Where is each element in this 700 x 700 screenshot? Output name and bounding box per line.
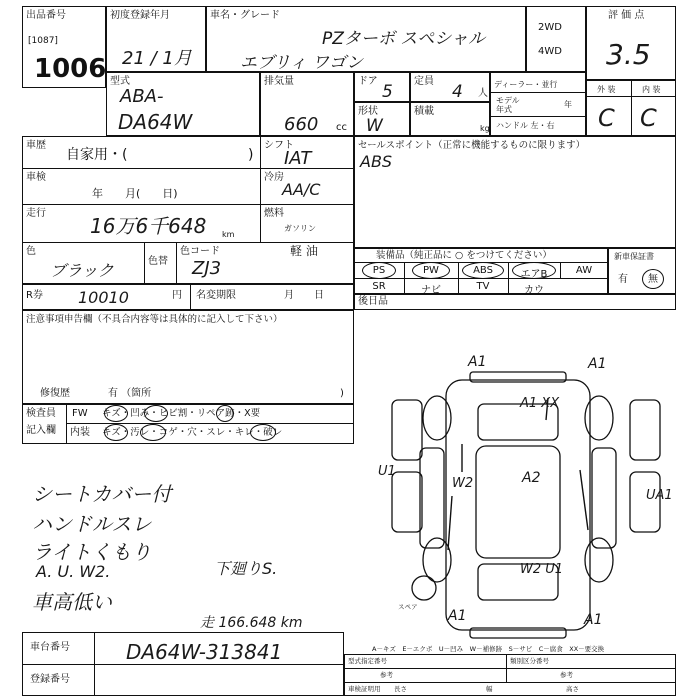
width-label: 幅	[486, 685, 493, 693]
mileage-note: 走 166.648 km	[200, 615, 303, 631]
side-note: 下廻りS.	[214, 559, 278, 578]
mark-w2-u1-rear: W2 U1	[520, 562, 564, 577]
reg-number-label: 登録番号	[30, 674, 70, 685]
shape-value: W	[366, 116, 383, 136]
shift-label: シフト	[264, 140, 294, 151]
year-unit: 年	[564, 100, 572, 109]
note-line-4: A. U. W2.	[36, 562, 111, 581]
equip-aw: AW	[575, 265, 593, 276]
repair-close: )	[340, 388, 344, 399]
first-reg-label: 初度登録年月	[110, 10, 170, 21]
model-year-label: モデル	[496, 96, 520, 105]
color-code-value: ZJ3	[192, 258, 222, 279]
grade-value: PZターボ スペシャル	[322, 29, 485, 49]
cc-unit: cc	[336, 122, 347, 133]
int-label: 内装	[70, 427, 90, 438]
car-outline	[392, 372, 660, 638]
equip-sr: SR	[372, 281, 386, 292]
rear-items-label: 後日品	[358, 296, 388, 307]
equip-ps: PS	[372, 265, 386, 276]
equipment-label: 装備品（純正品に ○ をつけてください）	[376, 250, 552, 261]
reg-cert-label: 車検証明用	[348, 685, 381, 693]
first-reg-value: 21 / 1月	[122, 48, 192, 69]
km-unit: km	[222, 230, 235, 239]
mark-w2-left: W2	[452, 476, 474, 491]
recycle-value: 10010	[78, 288, 129, 307]
mark-a1-top-left: A1	[468, 354, 487, 370]
spare-label: スペア	[398, 603, 418, 611]
chassis-label: 車台番号	[30, 642, 70, 653]
history-label: 車歴	[26, 140, 46, 151]
length-label: 長さ	[394, 685, 407, 693]
equip-abs: ABS	[473, 265, 493, 276]
inspector-label-2: 記入欄	[26, 425, 56, 436]
warranty-yes: 有	[618, 274, 628, 285]
car-name-value: エブリィ ワゴン	[240, 53, 364, 73]
recycle-label: R券	[26, 290, 43, 301]
displacement-label: 排気量	[264, 76, 294, 87]
lot-number: 1006	[34, 54, 107, 84]
name-grade-label: 車名・グレード	[210, 10, 280, 21]
dealer-label: ディーラー・並行	[494, 80, 558, 89]
damage-lines	[448, 398, 588, 550]
lot-code: [1087]	[28, 36, 58, 46]
ac-value: AA/C	[282, 180, 321, 199]
history-close: )	[248, 147, 254, 163]
capacity-label: 定員	[414, 76, 434, 87]
equip-airbag: エアB	[520, 269, 548, 280]
chassis-value: DA64W-313841	[126, 640, 283, 664]
kg-unit: kg	[480, 124, 490, 133]
reg-limit-value: 月 日	[284, 290, 324, 301]
score-label: 評 価 点	[608, 10, 645, 21]
repair-value: 有 （箇所	[108, 388, 152, 399]
person-unit: 人	[478, 88, 488, 99]
fw-label: FW	[72, 408, 88, 419]
mileage-label: 走行	[26, 208, 46, 219]
mark-a1-xx: A1 XX	[520, 396, 560, 411]
int-items: キズ・汚レ・コゲ・穴・スレ・キレ・破レ	[102, 427, 283, 438]
mark-ua1-right: UA1	[646, 488, 673, 503]
warranty-no: 無	[648, 274, 658, 285]
class-label: 類別区分番号	[510, 657, 549, 665]
equip-navi: ナビ	[421, 285, 441, 296]
model-label: 型式	[110, 76, 130, 87]
mark-a2-center: A2	[522, 470, 541, 486]
fuel-label: 燃料	[264, 208, 284, 219]
displacement-value: 660	[284, 114, 319, 135]
equip-pw: PW	[423, 265, 439, 276]
sales-point-label: セールスポイント（正常に機能するものに限ります）	[358, 140, 586, 151]
mark-a1-bottom-left: A1	[448, 608, 467, 624]
shape-label: 形状	[358, 106, 378, 117]
drive-4wd: 4WD	[538, 46, 562, 57]
lot-label: 出品番号	[26, 10, 66, 21]
doors-label: ドア	[358, 76, 378, 87]
ref-label-1: 参考	[380, 671, 393, 679]
reg-limit-label: 名変期限	[196, 290, 236, 301]
steering-label: ハンドル 左・右	[496, 121, 555, 130]
model-value-2: DA64W	[118, 110, 193, 134]
type-approval-label: 型式指定番号	[348, 657, 387, 665]
color-code-label: 色コード	[180, 246, 220, 257]
model-value-1: ABA-	[120, 86, 164, 107]
color-value: ブラック	[50, 261, 114, 280]
ref-label-2: 参考	[560, 671, 573, 679]
exterior-grade: C	[598, 104, 615, 132]
drive-2wd: 2WD	[538, 22, 562, 33]
interior-label: 内 装	[642, 85, 661, 94]
inspection-value: 年 月( 日)	[92, 187, 178, 200]
note-line-3: ライトくもり	[32, 540, 152, 564]
mileage-value: 16万6千648	[90, 214, 207, 238]
interior-grade: C	[640, 104, 657, 132]
inspector-label-1: 検査員	[26, 408, 56, 419]
fuel-gas: ガソリン	[284, 224, 316, 233]
notes-label: 注意事項申告欄（不具合内容等は具体的に記入して下さい）	[26, 314, 283, 325]
inspection-label: 車検	[26, 172, 46, 183]
mark-a1-top-right: A1	[588, 356, 607, 372]
score-value: 3.5	[606, 38, 651, 71]
height-label: 高さ	[566, 685, 579, 693]
model-year-label2: 年式	[496, 105, 512, 114]
equip-tv: TV	[476, 281, 490, 292]
fuel-diesel: 軽 油	[290, 244, 318, 258]
doors-value: 5	[382, 82, 393, 102]
mark-a1-bottom-right: A1	[584, 612, 603, 628]
yen-unit: 円	[172, 290, 182, 301]
note-line-2: ハンドルスレ	[32, 512, 152, 536]
load-label: 積載	[414, 106, 434, 117]
note-line-5: 車高低い	[32, 590, 112, 614]
mark-u1-left: U1	[378, 464, 396, 479]
capacity-value: 4	[452, 82, 463, 102]
diagram-legend: A－キズ E－エクボ U－凹み W－補修跡 S－サビ C－腐食 XX－要交換	[372, 645, 605, 653]
color-label: 色	[26, 246, 36, 257]
repair-label: 修復歴	[40, 388, 70, 399]
history-value: 自家用・(	[66, 147, 128, 163]
note-line-1: シートカバー付	[32, 482, 172, 506]
fw-items: キズ・凹み・ヒビ割・リペア跡・X要	[102, 408, 261, 419]
exterior-label: 外 装	[597, 85, 616, 94]
warranty-label: 新車保証書	[614, 252, 654, 261]
paint-label: 色替	[148, 256, 168, 267]
sales-point-value: ABS	[360, 152, 393, 171]
shift-value: IAT	[284, 148, 312, 169]
ac-label: 冷房	[264, 172, 284, 183]
equip-cow: カウ	[524, 285, 544, 296]
